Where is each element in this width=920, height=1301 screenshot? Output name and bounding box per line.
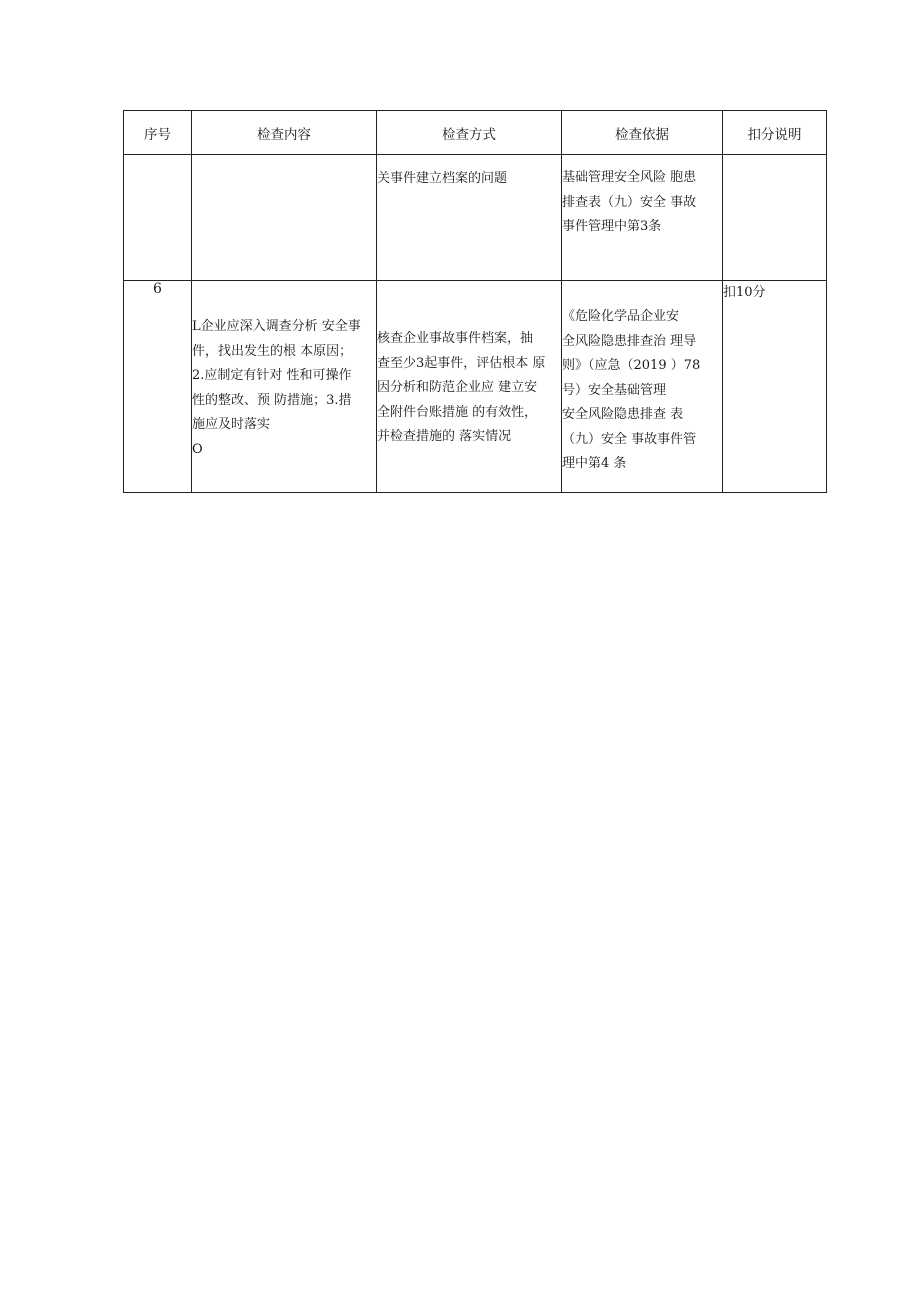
method-cell <box>377 281 562 493</box>
header-basis: 检查依据 <box>562 111 723 155</box>
content-cell <box>192 155 377 281</box>
header-method: 检查方式 <box>377 111 562 155</box>
method-text: 关事件建立档案的问题 <box>377 171 508 186</box>
basis-cell <box>562 281 723 493</box>
method-text: 核查企业事故事件档案，抽 查至少3起事件，评估根本 原 因分析和防范企业应 建立安 全附件台账措施 的有效性， 并检查措施的 落实情况 <box>377 331 546 444</box>
method-cell <box>377 155 562 281</box>
seq-cell <box>124 155 192 281</box>
table-row <box>124 155 827 281</box>
header-content: 检查内容 <box>192 111 377 155</box>
header-seq: 序号 <box>124 111 192 155</box>
deduction-cell: 扣10分 <box>723 281 827 493</box>
content-text: L企业应深入调查分析 安全事 件，找出发生的根 本原因； 2.应制定有针对 性和可操作 性的整改、预 防措施；3.措 施应及时落实 O <box>192 319 361 457</box>
deduction-cell <box>723 155 827 281</box>
basis-cell <box>562 155 723 281</box>
content-cell <box>192 281 377 493</box>
seq-cell: 6 <box>124 281 192 493</box>
inspection-table <box>123 110 827 493</box>
header-row <box>124 111 827 155</box>
basis-text: 基础管理安全风险 胞患 排查表（九）安全 事故 事件管理中第3条 <box>562 170 697 234</box>
table-row <box>124 281 827 493</box>
header-deduction: 扣分说明 <box>723 111 827 155</box>
basis-text: 《危险化学品企业安 全风险隐患排查治 理导 则》（应急（2019 ）78 号）安全基础管理 安全风险隐患排查 表 （九）安全 事故事件管 理中第4 条 <box>562 309 701 471</box>
